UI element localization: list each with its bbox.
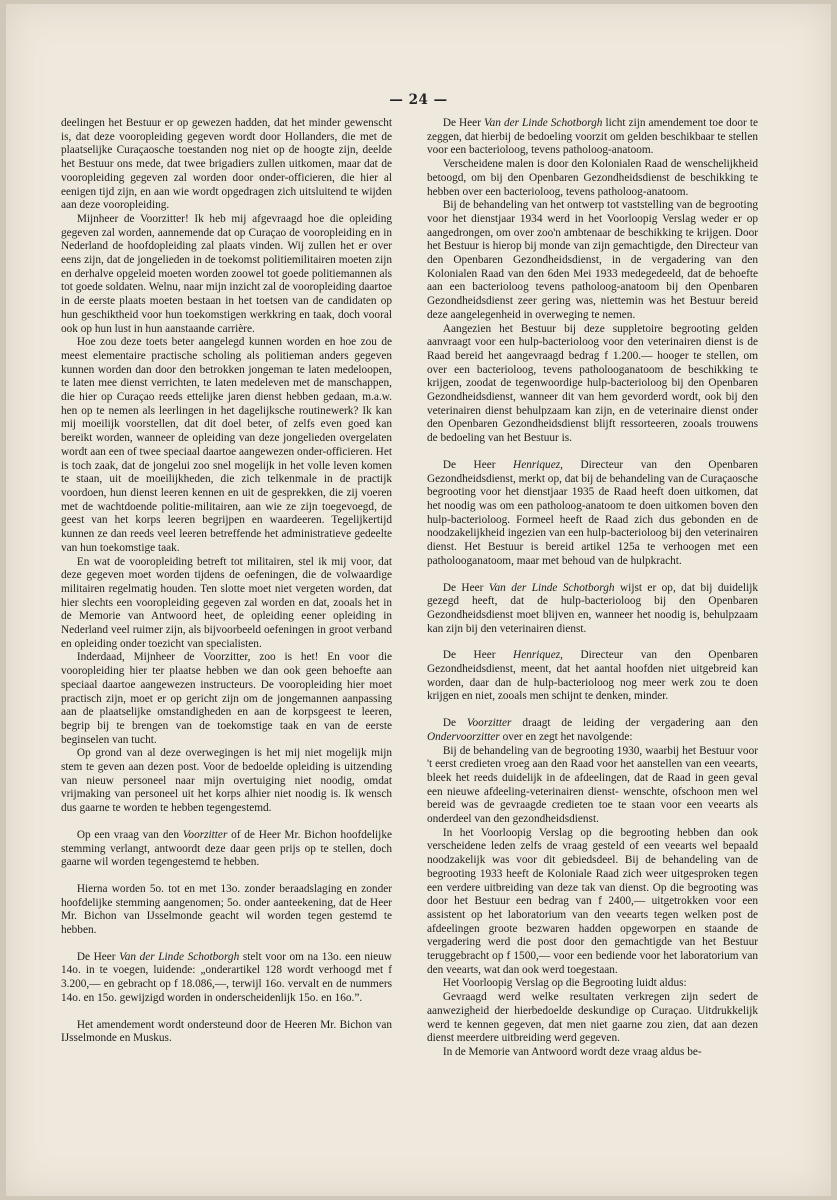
paragraph: Hoe zou deze toets beter aangelegd kunnen worden en hoe zou de meest elementaire practische scholing als politieman anders gegeven kunnen worden dan door den betrokken jongeman te laten medeloopen, te laten mee dienst verrichten, te laten medeleven met de manschappen, die hier op Curaçao reeds ettelijke jaren dienst hebben gedaan, m.a.w. hen op te nemen als leerlingen in het dagelijksche routinewerk? Ik kan mij moeilijk voorstellen, dat dit doel beter, of zelfs even goed kan bereikt worden, wanneer de opleiding van deze jongelieden overgelaten wordt aan een of twee speciaal daartoe aangewezen onder-officieren. Het is toch zaak, dat de jongelui zoo snel mogelijk in het volle leven komen te staan, uit de moeilijkheden, die zich telkenmale in de practijk voordoen, hun dienst leeren kennen en uit de gesprekken, die zij voeren met de wachtdoende politie-militairen, aan wie ze zijn toegevoegd, de geest van het korps leeren begrijpen en waardeeren. Tegelijkertijd kunnen ze dan reeds veel leeren betreffende het administratieve gedeelte van hun toekomstige taak.	[61, 336, 392, 554]
paragraph: Bij de behandeling van het ontwerp tot vaststelling van de begrooting voor het dienstjaar 1934 werd in het Voorloopig Verslag weder er op aangedrongen, om over zoo'n ambtenaar de beschikking te krijgen. Door het Bestuur is hierop bij monde van zijn gemachtigde, den Directeur van den Openbaren Gezondheidsdienst, in de vergadering van den Kolonialen Raad van den 6den Mei 1933 medegedeeld, dat de behoefte aan een bacterioloog tevens patholoog-anatoom bij den Openbaren Gezondheidsdienst zeer gering was, niettemin was het Bestuur bereid deze aangelegenheid in overweging te nemen.	[427, 199, 758, 321]
text-run: De Heer	[442, 581, 489, 594]
right-column	[427, 117, 758, 1060]
paragraph: Verscheidene malen is door den Kolonialen Raad de wenschelijkheid betoogd, om bij den Openbaren Gezondheidsdienst de beschikking te hebben over een bacterioloog, tevens patholoog-anatoom.	[427, 158, 758, 198]
left-column	[61, 117, 392, 1046]
speaker-name: Van der Linde Schotborgh	[483, 117, 603, 129]
paragraph: Aangezien het Bestuur bij deze suppletoire begrooting gelden aanvraagt voor een hulp-bacterioloog voor den veterinairen dienst is de Raad bereid het aangevraagd bedrag f 1.200.— hooger te stellen, om over een bacterioloog, tevens patholooganatoom de beschikking te krijgen, zoodat de tegenwoordige hulp-bacterioloog bij den Openbaren Gezondheidsdienst, wanneer dit van hem gevorderd wordt, ook bij den veterinairen dienst behulpzaam kan zijn, en de veterinaire dienst onder den Openbaren Gezondheidsdienst blijft ressorteeren, zooals trouwens de bedoeling van het Bestuur is.	[427, 322, 758, 445]
paragraph	[427, 582, 758, 637]
text-run: De Heer	[442, 117, 484, 129]
text-run: stelt voor om na 13o. een nieuw 14o. in te voegen, luidende: „onderartikel 128 wordt verhoogd met f 3.200,— en gebracht op f 18.086,—, terwijl 16o. vervalt en de nummers 14o. en 15o. gewijzigd worden in onderscheidenlijk 15o. en 16o.”.	[61, 950, 392, 1004]
paragraph: In het Voorloopig Verslag op die begrooting hebben dan ook verscheidene leden zelfs de vraag gesteld of een veearts wel bepaald noodzakelijk was voor dit gebiedsdeel. Bij de behandeling van de begrooting 1933 heeft de Koloniale Raad zich weer uitgesproken tegen een verdere uitbreiding van deze tak van dienst. Op die begrooting was door het Bestuur een bedrag van f 2400,— uitgetrokken voor een assistent op het laboratorium van den veearts tegen welken post de afdeelingen groote bezwaren hadden opgeworpen en staande de vergadering werd die post door den gemachtigde van het Bestuur teruggebracht op f 1500,— voor een bediende voor het laboratorium van den veearts, wat dan ook werd toegestaan.	[427, 826, 758, 976]
paragraph: En wat de vooropleiding betreft tot militairen, stel ik mij voor, dat deze gegeven moet worden tijdens de oefeningen, die de volwaardige militairen regelmatig houden. Ten slotte moet niet vergeten worden, dat hier slechts een vooropleiding gegeven zal worden en dat, zooals het in de Memorie van Antwoord heet, de opleiding eener opleiding in Nederland veel ruimer zijn, als bijvoorbeeld oefeningen in groot verband en opleiding onder toezicht van specialisten.	[61, 555, 392, 650]
speaker-name: Henriquez	[513, 458, 561, 471]
paragraph	[427, 459, 758, 569]
paragraph: Hierna worden 5o. tot en met 13o. zonder beraadslaging en zonder hoofdelijke stemming aangenomen; 5o. onder aanteekening, dat de Heer Mr. Bichon van IJsselmonde geacht wil worden tegen gestemd te hebben.	[61, 882, 392, 937]
speaker-name: Henriquez	[513, 649, 561, 662]
speaker-name: Van der Linde Schotborgh	[119, 950, 240, 963]
paragraph: Inderdaad, Mijnheer de Voorzitter, zoo is het! En voor die vooropleiding hier ter plaatse hebben we dan ook geen behoefte aan speciaal daartoe aangewezen instructeurs. De vooropleiding hier moet practisch zijn, moet er op gericht zijn om de jongemannen aanpassing aan de plaatselijke omstandigheden en aan de korpsgeest te leeren, begrip bij te brengen van de toekomstige taak en van de eerste beginselen van tucht.	[61, 651, 392, 746]
paragraph: Het Voorloopig Verslag op die Begrooting luidt aldus:	[442, 977, 687, 990]
paragraph: Het amendement wordt ondersteund door de Heeren Mr. Bichon van IJsselmonde en Muskus.	[61, 1018, 392, 1045]
paragraph	[427, 649, 758, 704]
text-run: De Heer	[442, 458, 514, 471]
text-run: licht zijn amendement toe door te zeggen, dat hierbij de bedoeling voorzit om gelden beschikbaar te stellen voor een bacterioloog, tevens patholoog-anatoom.	[427, 117, 758, 157]
text-run: draagt de leiding der vergadering aan den	[511, 717, 758, 730]
text-run: of de Heer Mr. Bichon hoofdelijke stemming verlangt, antwoordt deze daar geen prijs op te stellen, doch gaarne wil worden tegengestemd te hebben.	[61, 828, 392, 869]
paragraph	[427, 117, 758, 158]
document-page	[6, 4, 831, 1196]
paragraph	[61, 829, 392, 870]
paragraph: deelingen het Bestuur er op gewezen hadden, dat het minder gewenscht is, dat deze vooropleiding gegeven wordt door Hollanders, die met de plaatselijke Curaçaosche toestanden nog niet op de hoogte zijn, deelde het Bestuur ons mede, dat twee brigadiers zullen uitkomen, maar dat de vooropleiding gegeven zal worden door onder-officieren, die hier al eenigen tijd zijn, en aan wie wordt opgedragen zich uitsluitend te wijden aan deze vooropleiding.	[61, 117, 392, 212]
speaker-name: Voorzitter	[466, 717, 512, 730]
paragraph	[427, 717, 758, 744]
text-run: wijst er op, dat bij duidelijk gezegd heeft, dat de hulp-bacterioloog bij den Openbaren Gezondheidsdienst moet blijven en, wanneer het noodig is, behulpzaam kan zijn bij den veterinairen dienst.	[427, 581, 758, 635]
text-run: De Heer	[442, 649, 514, 662]
paragraph: In de Memorie van Antwoord wordt deze vraag aldus be-	[442, 1046, 702, 1058]
speaker-name: Ondervoorzitter	[427, 730, 500, 743]
text-run: , Directeur van den Openbaren Gezondheidsdienst, meent, dat het aantal hoofden niet uitgebreid kan worden, daar dan de hulp-bacterioloog nog meer werk zou te doen krijgen en niet, zooals men schijnt te denken, minder.	[427, 649, 758, 703]
paragraph: Op grond van al deze overwegingen is het mij niet mogelijk mijn stem te geven aan dezen post. Voor de bedoelde opleiding is uitzending van nieuw personeel naar mijn overtuiging niet noodig, omdat vrijmaking van personeel uit het korps alhier niet noodig is. Ik wensch dus gaarne te worden te hebben tegengestemd.	[61, 747, 392, 815]
paragraph: Gevraagd werd welke resultaten verkregen zijn sedert de aanwezigheid der hierbedoelde deskundige op Curaçao. Uitdrukkelijk werd te kennen gegeven, dat men niet gaarne zou zien, dat aan dezen dienst meerdere uitbreiding werd gegeven.	[427, 991, 758, 1045]
text-run: , Directeur van den Openbaren Gezondheidsdienst, merkt op, dat bij de behandeling van de Curaçaosche begrooting voor het dienstjaar 1935 de Raad heeft doen uitkomen, dat het noodig was om een patholoog-anatoom te doen uitkomen boven den hulp-bacterioloog. Formeel heeft de Raad zich dus gebonden en de noodzakelijkheid ingezien van een hulp-bacterioloog bij den veterinairen dienst. Het Bestuur is bereid artikel 125a te verhoogen met een patholooganatoom, maar met behoud van de hulpkracht.	[427, 458, 758, 567]
page-number: — 24 —	[389, 92, 448, 108]
paragraph: Mijnheer de Voorzitter! Ik heb mij afgevraagd hoe die opleiding gegeven zal worden, aannemende dat op Curaçao de vooropleiding en in Nederland de hoofdopleiding zal plaats vinden. Wij zullen het er over eens zijn, dat de jongelieden in de toekomst politiemilitairen moeten zijn en derhalve opgeleid moeten worden zoowel tot goede politiemannen als tot goede soldaten. Welnu, naar mijn inzicht zal de vooropleiding daartoe in de eerste plaats moeten bestaan in het toetsen van de candidaten op hun geschiktheid voor hun toekomstigen werkkring en taak, doch vooral ook op hun lust in hun aanstaande carrière.	[61, 212, 392, 335]
speaker-name: Van der Linde Schotborgh	[488, 581, 615, 594]
paragraph	[61, 951, 392, 1006]
text-run: De Heer	[76, 950, 120, 963]
paragraph: Bij de behandeling van de begrooting 1930, waarbij het Bestuur voor 't eerst credieten vroeg aan den Raad voor het aanstellen van een veearts, bleek het reeds duidelijk in de afdeelingen, dat de Raad in geen geval een nieuwe afdeeling-veterinairen dienst- wenschte, ofschoon men wel bereid was de gevraagde credieten toe te staan voor een veearts als onderdeel van den gezondheidsdienst.	[427, 744, 758, 826]
text-run: Op een vraag van den	[76, 828, 183, 841]
speaker-name: Voorzitter	[182, 828, 228, 841]
text-run: De	[442, 717, 467, 730]
text-run: over en zegt het navolgende:	[499, 730, 633, 743]
